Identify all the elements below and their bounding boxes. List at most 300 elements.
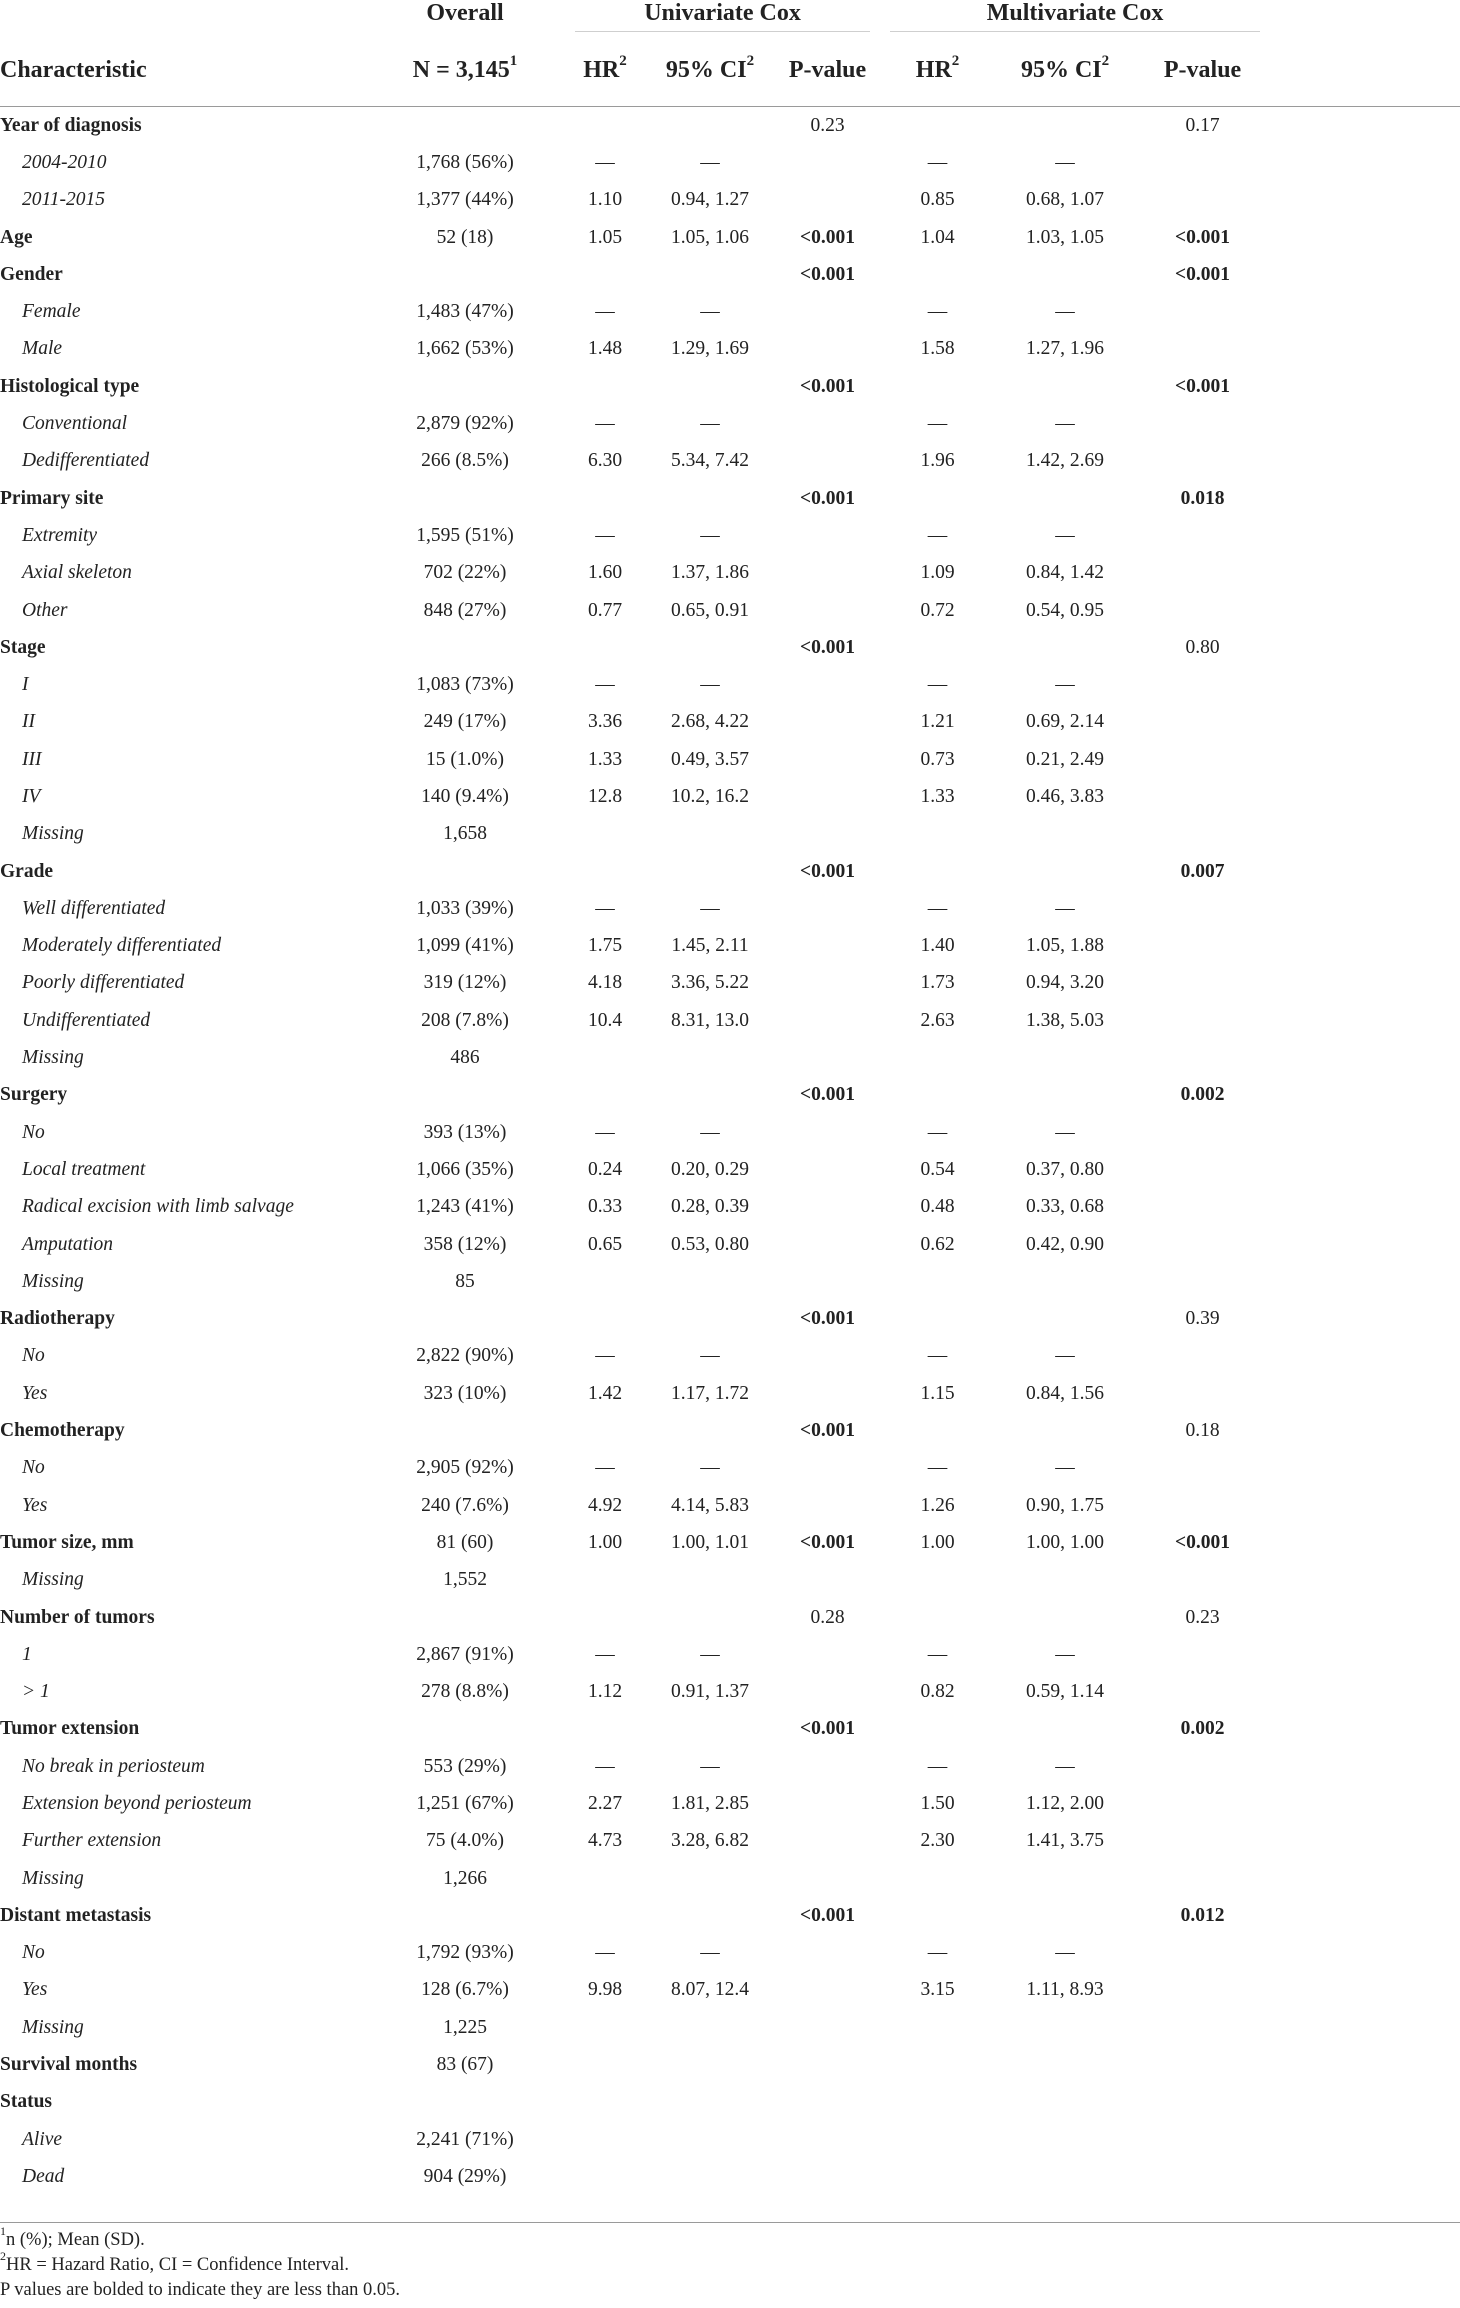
cell-multi-hr: 1.15	[920, 1382, 955, 1404]
cell-characteristic: Surgery	[0, 1084, 68, 1106]
cell-spacer	[1270, 1636, 1460, 1673]
cell-characteristic: Missing	[22, 1569, 84, 1591]
cell-uni-hr: 1.33	[587, 748, 623, 770]
cell-multi-pvalue	[1135, 293, 1270, 330]
table-row-variable	[0, 256, 1460, 293]
cell-spacer	[1270, 182, 1460, 219]
cell-uni-ci	[645, 1412, 775, 1449]
table-row-level	[0, 182, 1460, 219]
cell-multi-hr	[880, 107, 995, 145]
cell-uni-ci: 0.28, 0.39	[671, 1196, 749, 1218]
table-row-level	[0, 928, 1460, 965]
table-row-variable	[0, 1412, 1460, 1449]
cell-uni-ci: 0.49, 3.57	[671, 748, 749, 770]
cell-uni-pvalue	[775, 2158, 880, 2195]
table-row-variable	[0, 853, 1460, 890]
table-row-level	[0, 293, 1460, 330]
cell-uni-hr	[565, 629, 645, 666]
cell-uni-hr	[565, 1860, 645, 1897]
cell-multi-hr: 0.48	[920, 1196, 955, 1218]
cell-characteristic: Stage	[0, 636, 46, 658]
cell-multi-hr: 1.33	[920, 785, 955, 807]
cell-uni-hr: 0.65	[587, 1233, 623, 1255]
table-row-variable	[0, 1524, 1460, 1561]
table-row-level	[0, 1039, 1460, 1076]
table-row-level	[0, 2009, 1460, 2046]
cell-overall	[365, 480, 565, 517]
group-header-spacer-right	[1270, 0, 1460, 34]
cell-spacer	[1270, 741, 1460, 778]
cell-multi-ci: —	[1055, 1755, 1075, 1777]
cell-characteristic: Radiotherapy	[0, 1308, 115, 1330]
cell-overall: 266 (8.5%)	[421, 450, 509, 472]
cell-multi-pvalue: 0.002	[1180, 1084, 1225, 1106]
cell-multi-ci	[995, 2121, 1135, 2158]
cell-characteristic: Radical excision with limb salvage	[22, 1196, 294, 1218]
cell-uni-pvalue	[775, 816, 880, 853]
cell-uni-hr: —	[595, 897, 615, 919]
cell-multi-ci: 1.11, 8.93	[1026, 1979, 1104, 2001]
cell-uni-hr	[565, 368, 645, 405]
cell-overall: 553 (29%)	[423, 1755, 507, 1777]
cell-uni-hr: —	[595, 1121, 615, 1143]
cell-spacer	[1270, 1897, 1460, 1934]
cell-uni-pvalue: <0.001	[800, 1531, 856, 1553]
cell-multi-ci: —	[1055, 1643, 1075, 1665]
cell-multi-pvalue: 0.007	[1180, 860, 1225, 882]
cell-uni-pvalue	[775, 1860, 880, 1897]
cell-multi-hr: 0.73	[920, 748, 955, 770]
cell-uni-hr: —	[595, 413, 615, 435]
cell-uni-hr	[565, 2084, 645, 2121]
cell-overall: 848 (27%)	[423, 599, 507, 621]
cell-uni-ci: 1.45, 2.11	[671, 935, 749, 957]
cell-spacer	[1270, 1748, 1460, 1785]
cell-uni-ci: 1.17, 1.72	[671, 1382, 749, 1404]
cell-uni-hr	[565, 1897, 645, 1934]
cell-overall: 1,066 (35%)	[416, 1158, 514, 1180]
cell-uni-ci: 0.65, 0.91	[671, 599, 749, 621]
cell-uni-pvalue	[775, 704, 880, 741]
cell-characteristic: Missing	[22, 2016, 84, 2038]
cell-overall: 208 (7.8%)	[421, 1009, 509, 1031]
cell-uni-hr: 1.12	[587, 1681, 623, 1703]
cell-multi-ci: 1.00, 1.00	[1026, 1531, 1105, 1553]
cell-characteristic: No	[22, 1942, 45, 1964]
cell-multi-ci	[995, 2158, 1135, 2195]
cell-spacer	[1270, 1077, 1460, 1114]
cell-spacer	[1270, 1263, 1460, 1300]
cell-multi-hr	[880, 256, 995, 293]
cell-multi-hr	[880, 1562, 995, 1599]
cell-characteristic: No	[22, 1121, 45, 1143]
cell-uni-ci: 8.07, 12.4	[671, 1979, 749, 2001]
table-row-level	[0, 1972, 1460, 2009]
cell-overall	[365, 107, 565, 145]
cell-spacer	[1270, 1785, 1460, 1822]
cell-uni-hr: 1.05	[587, 226, 623, 248]
cell-multi-ci	[995, 1897, 1135, 1934]
cell-overall: 240 (7.6%)	[421, 1494, 509, 1516]
cell-uni-ci	[645, 2009, 775, 2046]
cell-spacer	[1270, 2009, 1460, 2046]
cell-uni-pvalue	[775, 1823, 880, 1860]
cell-uni-ci	[645, 1860, 775, 1897]
cell-multi-pvalue: 0.17	[1185, 114, 1220, 136]
cell-uni-pvalue	[775, 1972, 880, 2009]
cell-uni-ci: 0.53, 0.80	[671, 1233, 749, 1255]
cell-multi-ci: 0.46, 3.83	[1026, 785, 1105, 807]
cell-uni-hr	[565, 2046, 645, 2083]
cell-spacer	[1270, 1039, 1460, 1076]
cell-uni-hr: 10.4	[587, 1009, 623, 1031]
cell-multi-ci	[995, 2046, 1135, 2083]
cell-characteristic: Tumor extension	[0, 1718, 140, 1740]
cell-uni-pvalue	[775, 1226, 880, 1263]
cell-multi-ci: 0.69, 2.14	[1026, 711, 1105, 733]
col-header-uni-ci: 95% $CI^2$	[645, 34, 775, 107]
cell-uni-pvalue	[775, 1785, 880, 1822]
cell-multi-hr: 0.72	[920, 599, 955, 621]
table-row-level	[0, 1487, 1460, 1524]
cell-multi-ci	[995, 853, 1135, 890]
cell-spacer	[1270, 890, 1460, 927]
cell-uni-hr: 1.42	[587, 1382, 623, 1404]
cell-spacer	[1270, 256, 1460, 293]
col-header-uni-hr: $HR^2$	[565, 34, 645, 107]
cell-spacer	[1270, 443, 1460, 480]
cell-uni-pvalue	[775, 778, 880, 815]
table-row-variable	[0, 219, 1460, 256]
cell-multi-pvalue: 0.018	[1180, 487, 1225, 509]
cell-uni-hr: 0.24	[587, 1158, 623, 1180]
cell-multi-pvalue	[1135, 1338, 1270, 1375]
cell-multi-hr: 0.62	[920, 1233, 955, 1255]
cell-uni-ci: 1.00, 1.01	[671, 1531, 749, 1553]
cell-characteristic: Extension beyond periosteum	[22, 1793, 252, 1814]
cell-multi-hr	[880, 2084, 995, 2121]
cell-uni-hr: 1.10	[587, 189, 623, 211]
cell-multi-pvalue	[1135, 517, 1270, 554]
cell-spacer	[1270, 965, 1460, 1002]
cell-multi-hr	[880, 2009, 995, 2046]
cell-characteristic: Primary site	[0, 487, 104, 509]
cell-uni-hr: 0.77	[587, 599, 623, 621]
cell-uni-pvalue	[775, 182, 880, 219]
cell-multi-hr	[880, 1077, 995, 1114]
group-header-multivariate: Multivariate Cox	[880, 0, 1270, 34]
table-row-level	[0, 1450, 1460, 1487]
table-row-level	[0, 1860, 1460, 1897]
cell-uni-hr: 12.8	[587, 785, 623, 807]
cell-multi-hr: —	[927, 524, 948, 546]
cell-multi-ci: 0.84, 1.56	[1026, 1382, 1105, 1404]
cell-multi-hr	[880, 1860, 995, 1897]
table-row-level	[0, 1226, 1460, 1263]
cell-overall: 85	[455, 1270, 475, 1292]
cell-uni-pvalue	[775, 741, 880, 778]
cell-uni-ci: —	[700, 1121, 720, 1143]
cell-multi-pvalue	[1135, 1860, 1270, 1897]
cell-overall	[365, 1412, 565, 1449]
cell-uni-ci	[645, 1301, 775, 1338]
cell-multi-ci: —	[1055, 897, 1075, 919]
cell-spacer	[1270, 1673, 1460, 1710]
cell-uni-pvalue	[775, 555, 880, 592]
cell-uni-ci: 2.68, 4.22	[671, 711, 749, 733]
cell-characteristic: III	[22, 748, 42, 770]
cell-multi-ci	[995, 1412, 1135, 1449]
cell-overall: 1,243 (41%)	[416, 1196, 514, 1218]
cell-uni-ci: —	[700, 151, 720, 173]
group-header-overall: Overall	[426, 0, 504, 26]
cell-overall: 2,879 (92%)	[416, 413, 514, 435]
cell-characteristic: No	[22, 1457, 45, 1479]
cell-uni-hr: 2.27	[587, 1793, 623, 1814]
cell-uni-hr	[565, 256, 645, 293]
cell-characteristic: Yes	[22, 1382, 48, 1404]
cell-overall: 358 (12%)	[423, 1233, 507, 1255]
table-row-level	[0, 1673, 1460, 1710]
cell-overall: 1,251 (67%)	[416, 1793, 514, 1814]
cell-uni-ci: 3.28, 6.82	[671, 1830, 749, 1852]
cell-characteristic: Histological type	[0, 375, 140, 397]
cell-multi-pvalue	[1135, 405, 1270, 442]
cell-uni-ci: 1.05, 1.06	[671, 226, 749, 248]
col-header-uni-pvalue: P-value	[775, 34, 880, 107]
cell-overall: 1,266	[443, 1867, 487, 1889]
cell-spacer	[1270, 1189, 1460, 1226]
cell-uni-ci	[645, 2121, 775, 2158]
cell-spacer	[1270, 293, 1460, 330]
table-row-level	[0, 816, 1460, 853]
cell-multi-pvalue	[1135, 592, 1270, 629]
table-row-level	[0, 2121, 1460, 2158]
cell-multi-ci: 1.27, 1.96	[1026, 338, 1105, 360]
cell-multi-ci	[995, 368, 1135, 405]
cell-uni-ci: 1.81, 2.85	[671, 1793, 749, 1814]
cell-uni-pvalue	[775, 928, 880, 965]
cell-uni-pvalue	[775, 144, 880, 181]
cell-overall: 1,099 (41%)	[416, 935, 514, 957]
cell-overall: 323 (10%)	[423, 1382, 507, 1404]
cell-uni-hr: —	[595, 1345, 615, 1367]
cell-characteristic: Female	[22, 301, 81, 323]
cell-uni-ci	[645, 1077, 775, 1114]
cell-characteristic: Survival months	[0, 2054, 138, 2076]
cell-uni-ci	[645, 256, 775, 293]
cell-uni-hr: 9.98	[587, 1979, 623, 2001]
cell-multi-pvalue	[1135, 816, 1270, 853]
cell-multi-ci	[995, 1039, 1135, 1076]
cell-multi-hr: —	[927, 1345, 948, 1367]
cell-uni-ci	[645, 629, 775, 666]
cell-overall: 393 (13%)	[423, 1121, 507, 1143]
cell-uni-ci	[645, 853, 775, 890]
cell-overall: 2,241 (71%)	[416, 2128, 514, 2150]
cell-overall: 1,658	[443, 823, 487, 845]
cell-characteristic: Missing	[22, 1867, 84, 1889]
cell-characteristic: No break in periosteum	[22, 1755, 205, 1777]
cell-multi-hr: 1.58	[920, 338, 955, 360]
cell-overall: 2,822 (90%)	[416, 1345, 514, 1367]
cell-uni-pvalue	[775, 1450, 880, 1487]
cell-uni-ci: 0.91, 1.37	[671, 1681, 749, 1703]
cell-overall	[365, 1599, 565, 1636]
table-row-variable	[0, 1711, 1460, 1748]
cell-spacer	[1270, 1450, 1460, 1487]
table-row-variable	[0, 1897, 1460, 1934]
cell-uni-hr: —	[595, 524, 615, 546]
cell-multi-pvalue: 0.80	[1185, 636, 1220, 658]
cell-multi-pvalue	[1135, 1375, 1270, 1412]
cell-multi-hr: 2.30	[920, 1830, 955, 1852]
cell-uni-ci	[645, 816, 775, 853]
cell-uni-hr	[565, 480, 645, 517]
cell-multi-pvalue	[1135, 965, 1270, 1002]
cell-uni-ci: —	[700, 1643, 720, 1665]
cell-overall: 2,867 (91%)	[416, 1643, 514, 1665]
cell-uni-hr: 1.48	[587, 338, 623, 360]
cell-multi-hr	[880, 1711, 995, 1748]
cell-spacer	[1270, 629, 1460, 666]
cell-uni-hr	[565, 2009, 645, 2046]
footnote-1: $^1$n (%); Mean (SD).	[0, 2223, 145, 2250]
cell-multi-pvalue	[1135, 666, 1270, 703]
cell-multi-pvalue	[1135, 1935, 1270, 1972]
cell-multi-pvalue	[1135, 1562, 1270, 1599]
table-row-variable	[0, 480, 1460, 517]
cell-multi-ci: 0.90, 1.75	[1026, 1494, 1105, 1516]
cell-uni-pvalue: <0.001	[800, 1084, 856, 1106]
table-row-level	[0, 1151, 1460, 1188]
cell-uni-ci: 0.94, 1.27	[671, 189, 749, 211]
cell-multi-ci	[995, 480, 1135, 517]
table-row-variable	[0, 107, 1460, 145]
table-row-variable	[0, 1077, 1460, 1114]
cell-multi-hr	[880, 1039, 995, 1076]
cell-overall: 702 (22%)	[423, 562, 507, 584]
cell-uni-ci	[645, 480, 775, 517]
cell-spacer	[1270, 368, 1460, 405]
cell-multi-pvalue: 0.18	[1185, 1420, 1220, 1442]
cell-uni-hr	[565, 1711, 645, 1748]
cell-multi-pvalue	[1135, 331, 1270, 368]
cell-uni-ci: —	[700, 897, 720, 919]
cell-spacer	[1270, 2046, 1460, 2083]
cell-uni-pvalue	[775, 2009, 880, 2046]
cell-multi-ci: 1.42, 2.69	[1026, 450, 1105, 472]
table-row-level	[0, 1935, 1460, 1972]
cell-uni-pvalue: 0.28	[810, 1606, 845, 1628]
col-header-spacer	[1270, 34, 1460, 107]
cell-multi-pvalue	[1135, 2084, 1270, 2121]
cell-spacer	[1270, 1338, 1460, 1375]
cell-uni-hr: 3.36	[587, 711, 623, 733]
cell-multi-pvalue	[1135, 2121, 1270, 2158]
cell-uni-hr	[565, 107, 645, 145]
table-row-level	[0, 1636, 1460, 1673]
cell-multi-ci: 0.54, 0.95	[1026, 599, 1105, 621]
cell-multi-hr: 1.09	[920, 562, 955, 584]
cell-overall: 15 (1.0%)	[426, 748, 504, 770]
cell-multi-ci	[995, 1860, 1135, 1897]
cell-multi-ci: 1.12, 2.00	[1026, 1793, 1105, 1814]
cell-overall: 1,225	[443, 2016, 487, 2038]
cell-characteristic: Yes	[22, 1979, 48, 2001]
cell-uni-pvalue	[775, 405, 880, 442]
cell-spacer	[1270, 928, 1460, 965]
cell-uni-hr: —	[595, 151, 615, 173]
cell-spacer	[1270, 107, 1460, 145]
col-header-multi-ci: 95% $CI^2$	[995, 34, 1135, 107]
cell-multi-pvalue	[1135, 1487, 1270, 1524]
table-row-level	[0, 555, 1460, 592]
cell-multi-pvalue	[1135, 1673, 1270, 1710]
cell-overall: 1,377 (44%)	[416, 189, 514, 211]
cell-characteristic: Distant metastasis	[0, 1904, 152, 1926]
col-header-characteristic: Characteristic	[0, 34, 365, 107]
cell-uni-hr: 1.00	[587, 1531, 623, 1553]
cell-uni-pvalue	[775, 1562, 880, 1599]
cell-overall	[365, 1711, 565, 1748]
cell-spacer	[1270, 1151, 1460, 1188]
cell-uni-hr: 4.92	[587, 1494, 623, 1516]
table-row-variable	[0, 2046, 1460, 2083]
cell-uni-pvalue: <0.001	[800, 375, 856, 397]
cell-characteristic: Missing	[22, 1047, 84, 1069]
cell-uni-hr: —	[595, 301, 615, 323]
cell-overall	[365, 2084, 565, 2121]
cell-spacer	[1270, 1114, 1460, 1151]
cell-multi-hr: 2.63	[920, 1009, 955, 1031]
cell-overall: 1,768 (56%)	[416, 151, 514, 173]
cell-uni-pvalue	[775, 2046, 880, 2083]
cell-uni-hr	[565, 1077, 645, 1114]
cell-multi-pvalue	[1135, 1748, 1270, 1785]
cell-uni-pvalue	[775, 1002, 880, 1039]
cell-uni-ci: 8.31, 13.0	[671, 1009, 749, 1031]
cell-uni-hr: —	[595, 674, 615, 696]
cell-multi-ci	[995, 256, 1135, 293]
cell-uni-pvalue	[775, 592, 880, 629]
cell-multi-ci: —	[1055, 301, 1075, 323]
cell-multi-ci	[995, 1263, 1135, 1300]
cell-multi-ci	[995, 1301, 1135, 1338]
cell-spacer	[1270, 1301, 1460, 1338]
cell-multi-pvalue: <0.001	[1175, 263, 1231, 285]
cell-uni-hr	[565, 853, 645, 890]
cell-multi-pvalue	[1135, 1002, 1270, 1039]
cell-uni-ci: 1.29, 1.69	[671, 338, 749, 360]
cell-uni-ci	[645, 2046, 775, 2083]
cell-uni-ci	[645, 1599, 775, 1636]
cell-multi-ci: 1.03, 1.05	[1026, 226, 1105, 248]
cell-characteristic: Amputation	[22, 1233, 113, 1255]
table-body	[0, 107, 1460, 2196]
cell-spacer	[1270, 331, 1460, 368]
cell-overall	[365, 629, 565, 666]
cell-uni-pvalue	[775, 517, 880, 554]
cell-spacer	[1270, 704, 1460, 741]
cell-characteristic: Age	[0, 226, 33, 248]
cell-spacer	[1270, 1412, 1460, 1449]
cell-characteristic: Missing	[22, 823, 84, 845]
cell-multi-pvalue	[1135, 2046, 1270, 2083]
cell-multi-pvalue	[1135, 1189, 1270, 1226]
cell-multi-ci: 1.05, 1.88	[1026, 935, 1105, 957]
cell-uni-hr	[565, 1039, 645, 1076]
